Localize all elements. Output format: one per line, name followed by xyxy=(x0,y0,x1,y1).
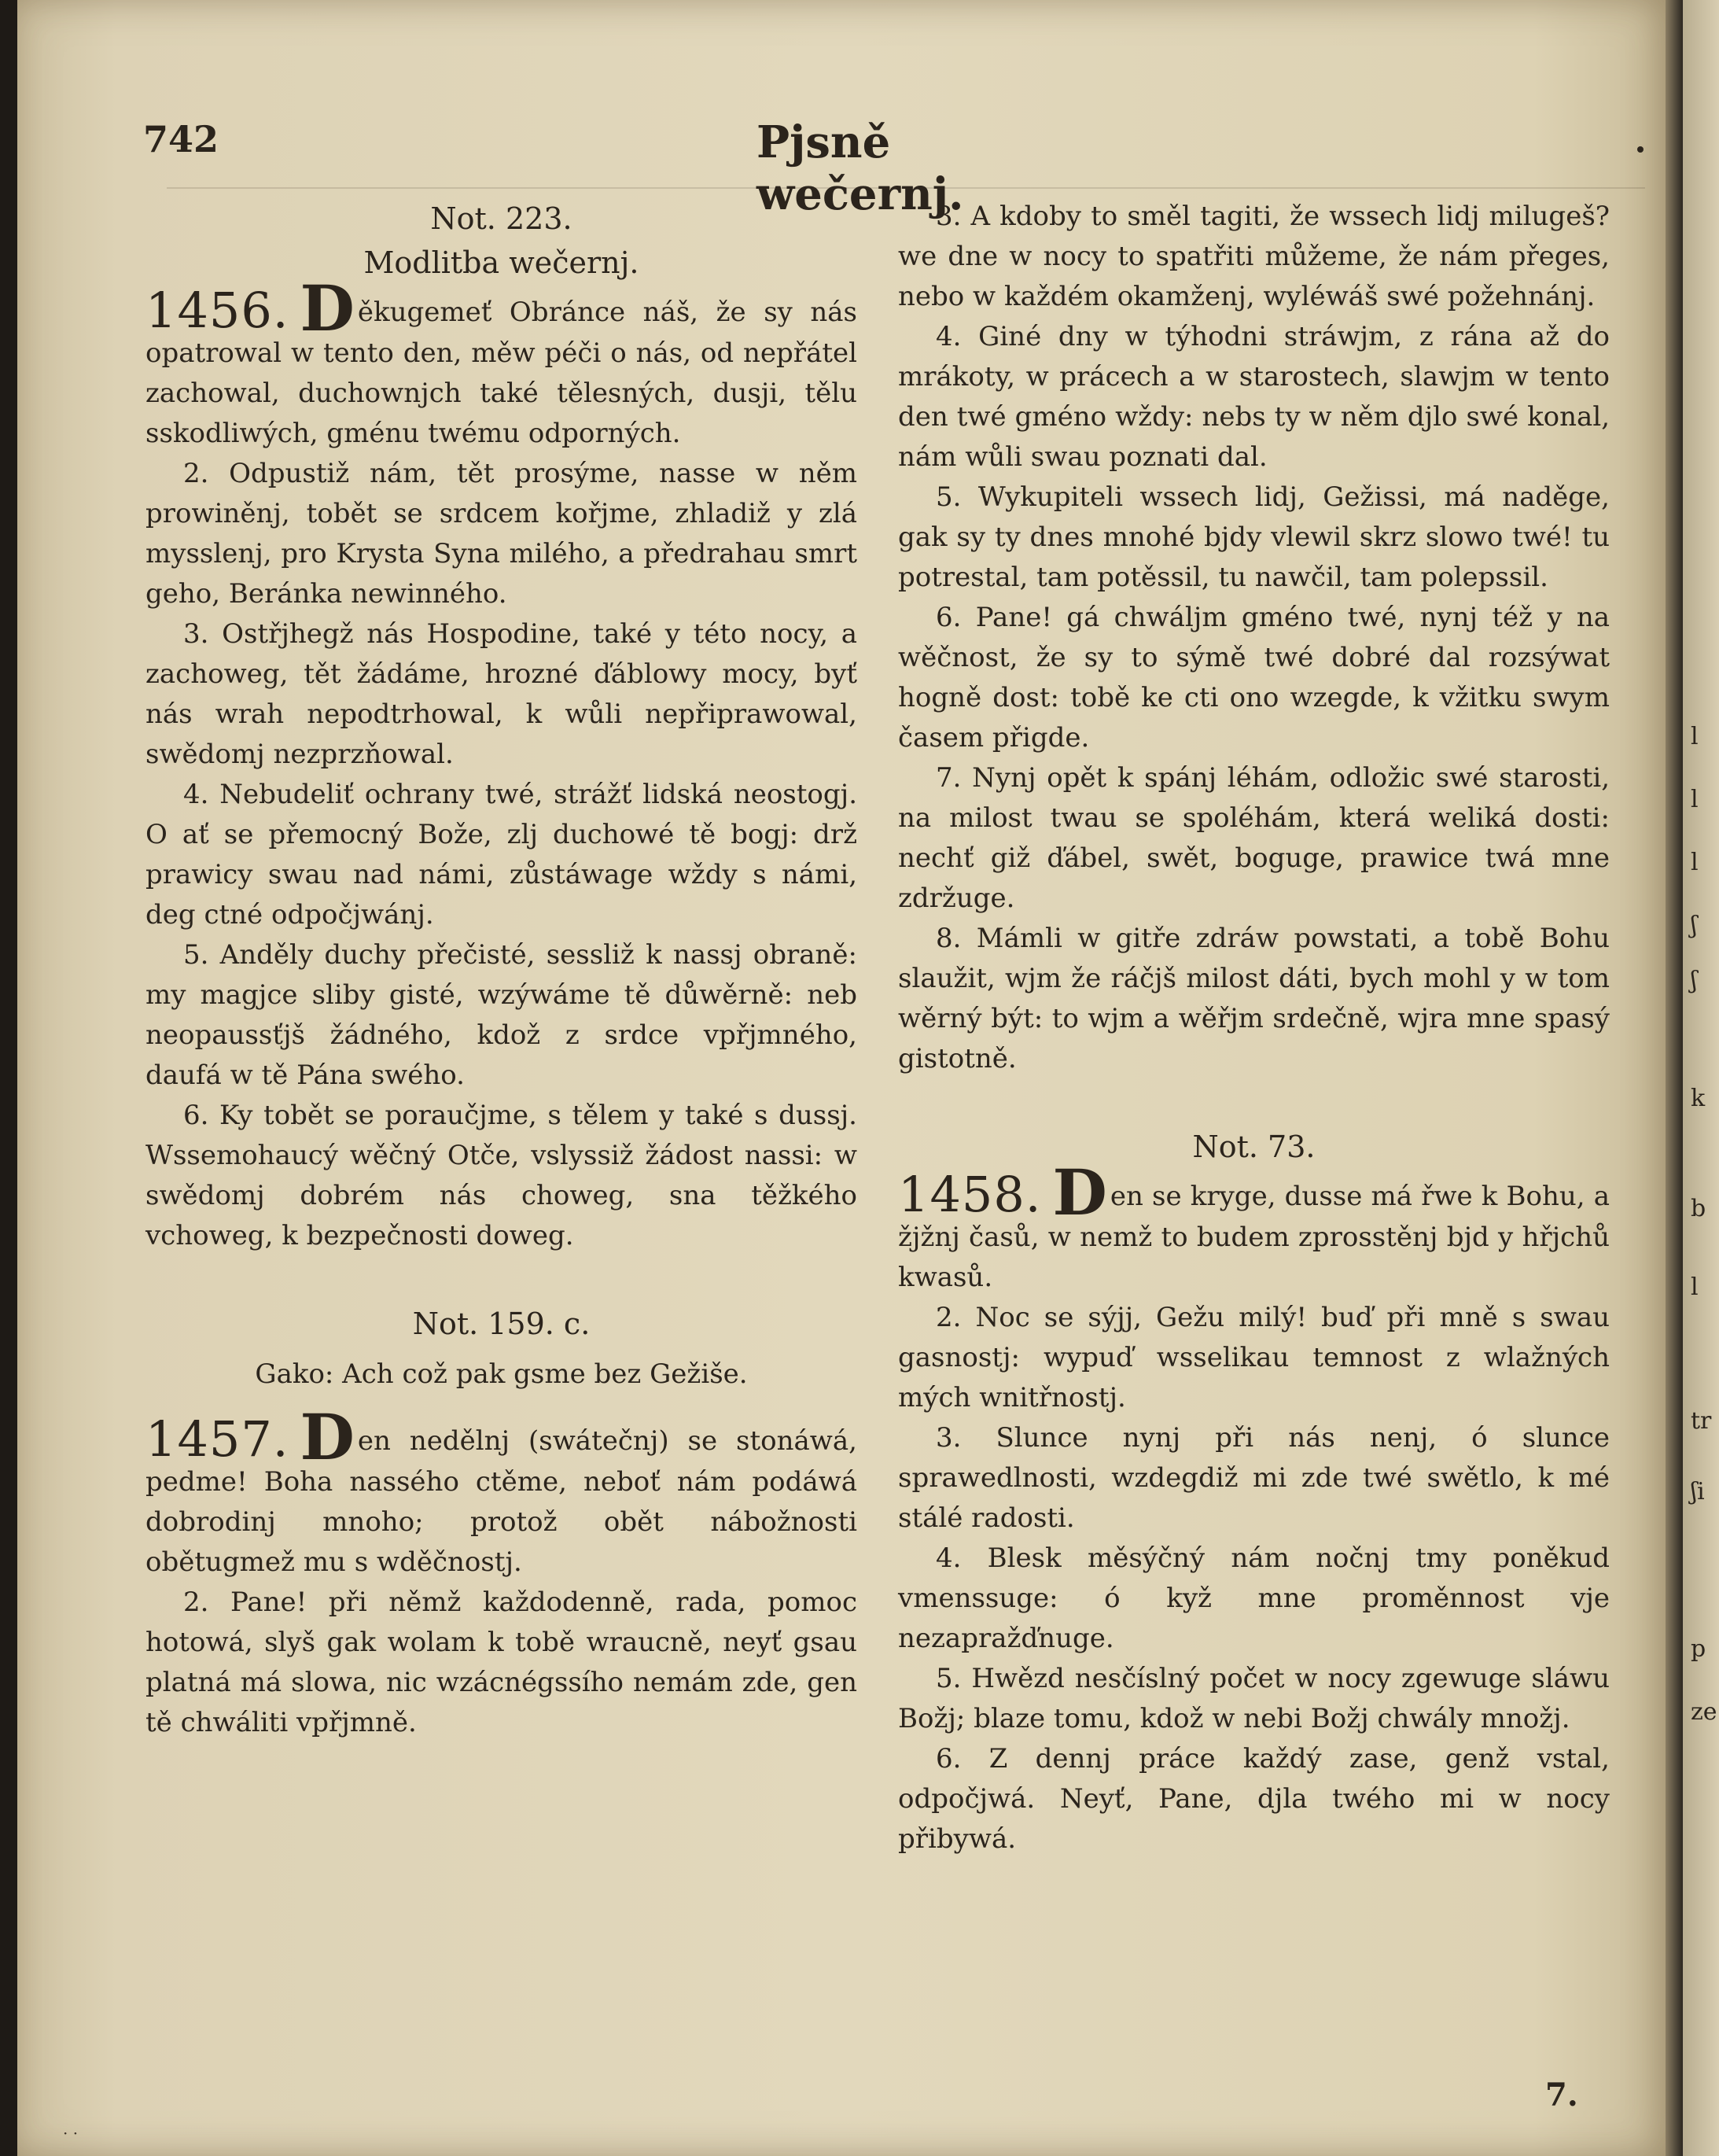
hymn-number: 1458. xyxy=(898,1166,1042,1223)
verse: 6. Pane! gá chwáljm gméno twé, nynj též y na wěčnost, že sy to sýmě twé dobré dal rozsýwat hogně dost: tobě ke cti ono wzegde, k vžitku swym časem přigde. xyxy=(898,602,1610,754)
hymn-number: 1457. xyxy=(145,1410,289,1468)
verse-text: ěkugemeť Obránce náš, že sy nás opatrowal w tento den, měw péči o nás, od nepřátel zachowal, duchownjch také tělesných, dusji, tělu sskodliwých, gménu twému odporných. xyxy=(145,297,857,449)
hymn-1457 xyxy=(145,1400,857,1743)
tune-ref: Not. 73. xyxy=(1192,1130,1316,1164)
left-column xyxy=(145,197,857,1765)
drop-initial: D xyxy=(1052,1155,1107,1229)
verse: 6. Ky tobět se poraučjme, s tělem y také s dussj. Wssemohaucý wěčný Otče, vslyssiž žádost nassi: w swědomj dobrém nás choweg, sna těžkého vchoweg, k bezpečnosti doweg. xyxy=(145,1100,857,1251)
verse: 5. Anděly duchy přečisté, sessliž k nassj obraně: my magjce sliby gisté, wzýwáme tě důwěrně: neb neopaussťjš žádného, kdož z srdce vpřjmného, daufá w tě Pána swého. xyxy=(145,939,857,1091)
verse: 3. Ostřjhegž nás Hospodine, také y této nocy, a zachoweg, tět žádáme, hrozné ďáblowy mocy, byť nás wrah nepodtrhowal, k wůli nepřiprawowal, swědomj nezprzňowal. xyxy=(145,618,857,770)
header-rule xyxy=(167,187,1645,189)
page-number: 742 xyxy=(143,118,219,160)
edge-glyph: ʃ xyxy=(1691,912,1698,939)
verse-text: en nedělnj (swátečnj) se stonáwá, pedme! Boha nassého ctěme, neboť nám podáwá dobrodinj mnoho; protož obět nábožnosti obětugmež mu s wděčnostj. xyxy=(145,1425,857,1578)
edge-glyph: l xyxy=(1691,849,1699,876)
drop-initial: D xyxy=(300,271,355,345)
verse: 8. Mámli w gitře zdráw powstati, a tobě Bohu slaužit, wjm že ráčjš milost dáti, bych mohl y w tom wěrný být: to wjm a wěřjm srdečně, wjra mne spasý gistotně. xyxy=(898,923,1610,1074)
verse: 4. Nebudeliť ochrany twé, strážť lidská neostogj. O ať se přemocný Bože, zlj duchowé tě bogj: drž prawicy swau nad námi, zůstáwage wždy s námi, deg ctné odpočjwánj. xyxy=(145,779,857,931)
verse: 2. Noc se sýjj, Gežu milý! buď při mně s swau gasnostj: wypuď wsselikau temnost z wlažných mých wnitřnostj. xyxy=(898,1302,1610,1413)
corner-mark: · · xyxy=(63,2124,79,2143)
right-column xyxy=(898,197,1610,1881)
edge-glyph: l xyxy=(1691,1273,1699,1301)
edge-glyph: ʃi xyxy=(1691,1478,1705,1506)
edge-glyph: tr xyxy=(1691,1407,1712,1435)
edge-glyph: k xyxy=(1691,1085,1706,1112)
verse xyxy=(145,271,857,454)
verse xyxy=(145,1400,857,1583)
verse: 2. Pane! při němž každodenně, rada, pomoc hotowá, slyš gak wolam k tobě wraucně, neyť gsau platná má slowa, nic wzácnégssího nemám zde, gen tě chwáliti vpřjmně. xyxy=(145,1587,857,1738)
tune-ref: Not. 159. c. xyxy=(412,1306,591,1341)
header-dot xyxy=(1637,146,1644,153)
drop-initial: D xyxy=(300,1400,355,1474)
verse-text: en se kryge, dusse má řwe k Bohu, a žjžnj časů, w nemž to budem zprosstěnj bjd y hřjchů kwasů. xyxy=(898,1181,1610,1293)
verse: 7. Nynj opět k spánj léhám, odložic swé starosti, na milost twau se spoléhám, která weliká dosti: nechť giž ďábel, swět, boguge, prawice twá mne zdržuge. xyxy=(898,762,1610,914)
hymn-1458 xyxy=(898,1155,1610,1859)
adjacent-page-edge xyxy=(1683,0,1719,2156)
hymn-number: 1456. xyxy=(145,282,289,339)
tune-melody: Gako: Ach což pak gsme bez Gežiše. xyxy=(255,1358,748,1390)
edge-glyph: p xyxy=(1691,1635,1706,1663)
verse: 4. Blesk měsýčný nám nočnj tmy poněkud vmenssuge: ó kyž mne proměnnost vje nezapražďnuge. xyxy=(898,1542,1610,1654)
verse: 4. Giné dny w týhodni stráwjm, z rána až do mrákoty, w prácech a w starostech, slawjm w tento den twé gméno wždy: nebs ty w něm djlo swé konal, nám wůli swau poznati dal. xyxy=(898,321,1610,473)
edge-glyph: l xyxy=(1691,723,1699,750)
edge-glyph: b xyxy=(1691,1195,1706,1222)
running-title: Pjsně wečernj. xyxy=(756,116,964,220)
edge-glyph: l xyxy=(1691,786,1699,813)
verse: 5. Hwězd nesčíslný počet w nocy zgewuge sláwu Božj; blaze tomu, kdož w nebi Božj chwály množj. xyxy=(898,1663,1610,1734)
verse: 3. Slunce nynj při nás nenj, ó slunce sprawedlnosti, wzdegdiž mi zde twé swětlo, k mé stálé radosti. xyxy=(898,1422,1610,1534)
verse: 6. Z dennj práce každý zase, genž vstal, odpočjwá. Neyť, Pane, djla twého mi w nocy přibywá. xyxy=(898,1743,1610,1855)
book-gutter xyxy=(1666,0,1683,2156)
catchword: 7. xyxy=(1545,2077,1578,2114)
tune-ref: Not. 223. xyxy=(430,201,572,236)
edge-glyph: ʃ xyxy=(1691,967,1698,994)
verse: 3. A kdoby to směl tagiti, že wssech lidj milugeš? we dne w nocy to spatřiti můžeme, že nám přeges, nebo w každém okamženj, wyléwáš swé požehnánj. xyxy=(898,201,1610,312)
verse xyxy=(898,1155,1610,1298)
hymn-title: Modlitba wečernj. xyxy=(363,245,639,280)
verse: 2. Odpustiž nám, tět prosýme, nasse w něm prowiněnj, tobět se srdcem kořjme, zhladiž y zlá mysslenj, pro Krysta Syna milého, a předrahau smrt geho, Beránka newinného. xyxy=(145,458,857,610)
hymn-1456-continued xyxy=(898,197,1610,1079)
edge-glyph: ze xyxy=(1691,1698,1717,1726)
verse: 5. Wykupiteli wssech lidj, Gežissi, má naděge, gak sy ty dnes mnohé bjdy vlewil skrz slowo twé! tu potrestal, tam potěssil, tu nawčil, tam polepssil. xyxy=(898,481,1610,593)
hymn-1456 xyxy=(145,271,857,1256)
